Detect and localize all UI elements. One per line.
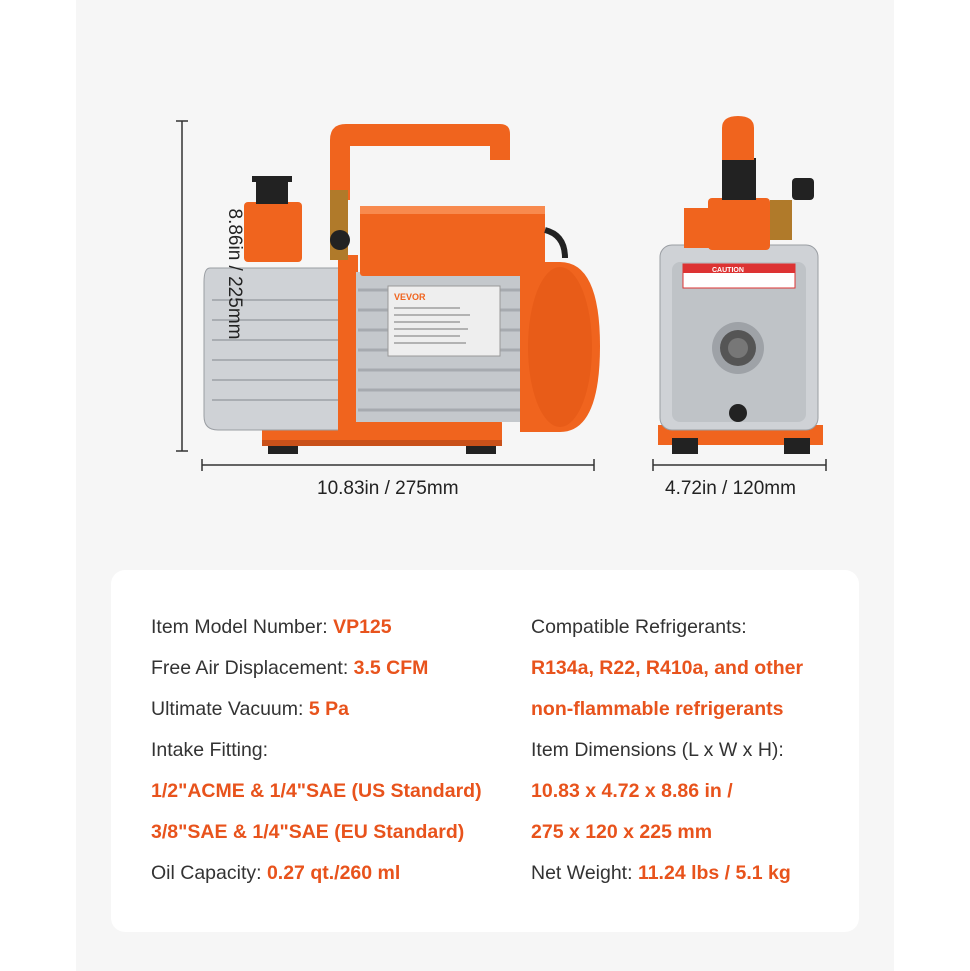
width-label: 4.72in / 120mm [665,478,796,499]
spec-model-value: VP125 [333,616,392,638]
spec-vacuum [151,697,349,721]
length-label: 10.83in / 275mm [317,478,459,499]
height-label: 8.86in / 225mm [224,208,245,340]
spec-model-label: Item Model Number: [151,616,334,638]
spec-vacuum-label: Ultimate Vacuum: [151,698,309,720]
spec-dimensions-value-mm: 275 x 120 x 225 mm [531,821,713,843]
spec-intake-value-eu: 3/8"SAE & 1/4"SAE (EU Standard) [151,821,465,843]
spec-dimensions-value-in: 10.83 x 4.72 x 8.86 in / [531,780,733,802]
spec-air-value: 3.5 CFM [353,657,429,679]
pump-side-view [204,124,600,454]
height-dimension-line [176,121,188,451]
spec-intake-value-us: 1/2"ACME & 1/4"SAE (US Standard) [151,780,482,802]
svg-text:CAUTION: CAUTION [712,267,744,274]
spec-weight-value: 11.24 lbs / 5.1 kg [637,862,791,884]
spec-vacuum-value: 5 Pa [308,698,349,720]
spec-intake-label: Intake Fitting: [151,739,269,761]
spec-model [151,615,392,639]
spec-weight [531,861,791,885]
spec-refrigerants-value-2: non-flammable refrigerants [531,698,784,720]
spec-dimensions-label: Item Dimensions (L x W x H): [531,739,784,761]
length-dimension-line [202,459,594,471]
svg-text:VEVOR: VEVOR [394,292,426,302]
pump-front-view [658,116,823,454]
spec-air-label: Free Air Displacement: [151,657,354,679]
width-dimension-line [653,459,826,471]
spec-refrigerants-label: Compatible Refrigerants: [531,616,747,638]
spec-refrigerants-value-1: R134a, R22, R410a, and other [531,657,804,679]
spec-air-displacement [151,656,428,680]
spec-weight-label: Net Weight: [531,862,638,884]
spec-oil-label: Oil Capacity: [151,862,267,884]
spec-oil [151,861,400,885]
spec-oil-value: 0.27 qt./260 ml [266,862,401,884]
